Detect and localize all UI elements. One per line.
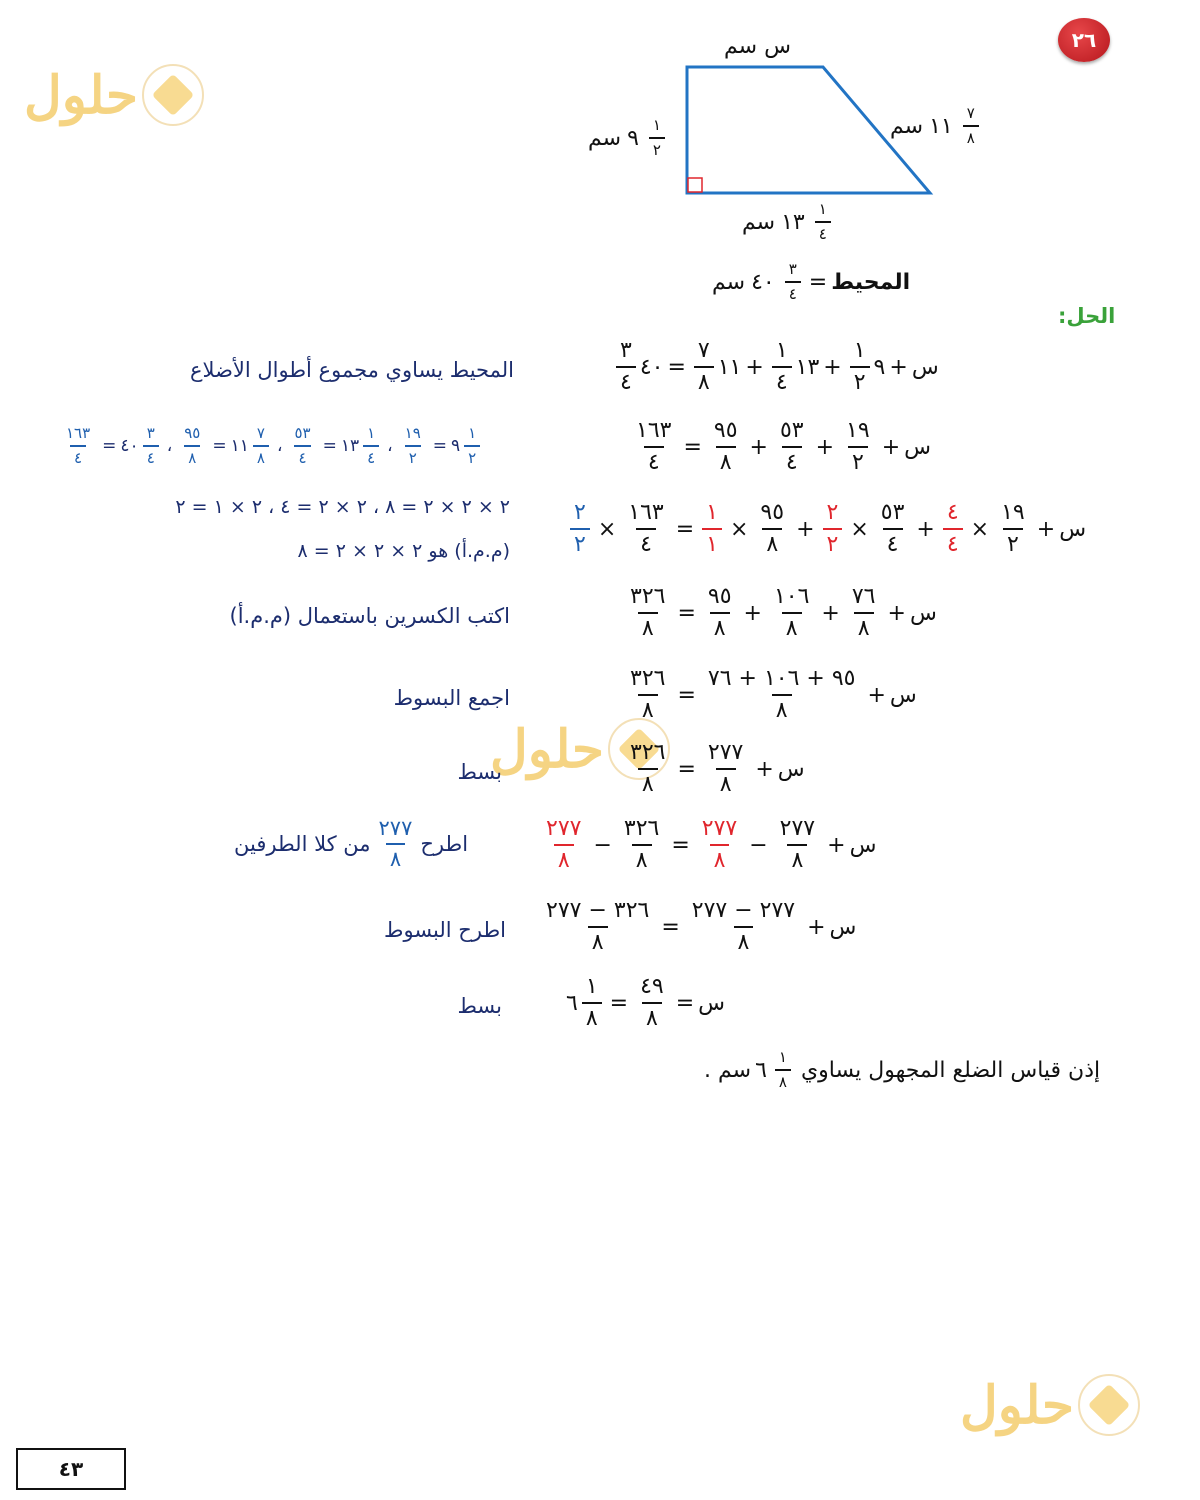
fraction: $\frac{٥٣}{٤}$ xyxy=(880,500,905,557)
fraction: $\frac{٣٢٦}{٨}$ xyxy=(630,740,666,797)
fraction: $\frac{١٩}{٢}$ xyxy=(404,424,421,467)
fraction: $\frac{١}{٤}$ xyxy=(363,426,379,466)
fraction: $\frac{٢}{٢}$ xyxy=(823,502,843,556)
trapezoid-bottom-label: سم ١٣ $\frac{١}{٤}$ xyxy=(742,202,835,242)
fraction: $\frac{٧}{٨}$ xyxy=(253,426,269,466)
fraction: $\frac{١٦٣}{٤}$ xyxy=(636,418,672,475)
fraction: $\frac{٣}{٤}$ xyxy=(616,340,636,394)
fraction: $\frac{٤٩}{٨}$ xyxy=(640,974,664,1031)
fraction: $\frac{٢٧٧}{٨}$ xyxy=(779,816,816,873)
fraction: $\frac{١٠٦}{٨}$ xyxy=(773,584,810,641)
fraction: $\frac{١}{٨}$ xyxy=(775,1050,791,1090)
note-4: اكتب الكسرين باستعمال (م.م.أ) xyxy=(229,604,510,628)
fraction: $\frac{٩٥ + ١٠٦ + ٧٦}{٨}$ xyxy=(707,666,856,723)
equation-line-1: $\frac{٣}{٤}$ ٤٠ = $\frac{٧}{٨}$ ١١ + $\frac{١}{٤}$ ١٣ + $\frac{١}{٢}$ ٩ + س xyxy=(612,340,939,394)
equation-line-8: $\frac{٣٢٦ - ٢٧٧}{٨}$ = $\frac{٢٧٧ - ٢٧٧}{٨}$ + س xyxy=(538,900,856,954)
perimeter-statement: سم ٤٠ $\frac{٣}{٤}$ = المحيط xyxy=(712,260,911,303)
fraction: $\frac{١٦٣}{٤}$ xyxy=(66,424,91,467)
fraction: $\frac{١}{٢}$ xyxy=(850,340,870,394)
fraction: $\frac{١}{٤}$ xyxy=(772,340,792,394)
fraction: $\frac{٣}{٤}$ xyxy=(785,262,801,302)
fraction: $\frac{٣٢٦}{٨}$ xyxy=(630,584,666,641)
trapezoid-left-label: سم ٩ $\frac{١}{٢}$ xyxy=(588,118,669,158)
note-3a: ٢ × ٢ × ٢ = ٨ ، ٢ × ٢ = ٤ ، ٢ × ١ = ٢ xyxy=(175,496,510,518)
fraction: $\frac{١}{٢}$ xyxy=(464,426,480,466)
fraction: $\frac{٩٥}{٨}$ xyxy=(713,418,738,475)
note-6: بسط xyxy=(457,760,502,784)
fraction: $\frac{١}{٤}$ xyxy=(815,202,831,242)
fraction: $\frac{٩٥}{٨}$ xyxy=(184,424,201,467)
note-2-conversions: $\frac{١٦٣}{٤}$ = ٤٠ $\frac{٣}{٤}$ ، $\frac{٩٥}{٨}$ = ١١ $\frac{٧}{٨}$ ، $\frac{٥٣}{٤}$ = ١٣ $\frac{١}{٤}$ ، $\frac{١٩}{٢}$ = ٩ $\frac{١}{٢}$ xyxy=(58,426,484,466)
fraction: $\frac{٩٥}{٨}$ xyxy=(760,500,785,557)
fraction: $\frac{٣٢٦ - ٢٧٧}{٨}$ xyxy=(546,898,650,955)
watermark-seal-icon xyxy=(1078,1374,1140,1436)
problem-number-badge xyxy=(1058,18,1110,62)
fraction: $\frac{١}{٨}$ xyxy=(582,976,602,1030)
note-9: بسط xyxy=(457,994,502,1018)
equation-line-4: $\frac{٣٢٦}{٨}$ = $\frac{٩٥}{٨}$ + $\frac{١٠٦}{٨}$ + $\frac{٧٦}{٨}$ + س xyxy=(622,586,937,640)
trapezoid-right-label: سم ١١ $\frac{٧}{٨}$ xyxy=(890,106,983,146)
page-number-box xyxy=(16,1448,126,1490)
fraction: $\frac{١٩}{٢}$ xyxy=(1001,500,1025,557)
fraction: $\frac{٧٦}{٨}$ xyxy=(851,584,876,641)
fraction: $\frac{١٩}{٢}$ xyxy=(846,418,870,475)
fraction: $\frac{٢٧٧}{٨}$ xyxy=(707,740,744,797)
equation-line-7: $\frac{٢٧٧}{٨}$ − $\frac{٣٢٦}{٨}$ = $\frac{٢٧٧}{٨}$ − $\frac{٢٧٧}{٨}$ + س xyxy=(538,818,876,872)
watermark-text: حلول xyxy=(960,1374,1075,1436)
fraction: $\frac{٩٥}{٨}$ xyxy=(707,584,732,641)
trapezoid-top-label: س سم xyxy=(724,34,791,59)
solution-label: الحل: xyxy=(1058,304,1116,328)
fraction: $\frac{٤}{٤}$ xyxy=(943,502,963,556)
fraction: $\frac{٣٢٦}{٨}$ xyxy=(623,816,660,873)
equation-line-3: $\frac{٢}{٢}$ × $\frac{١٦٣}{٤}$ = $\frac{١}{١}$ × $\frac{٩٥}{٨}$ + $\frac{٢}{٢}$ × $\frac{٥٣}{٤}$ + $\frac{٤}{٤}$ × $\frac{١٩}{٢}$ + س xyxy=(566,502,1086,556)
fraction: $\frac{٣}{٤}$ xyxy=(143,426,159,466)
note-3b: (م.م.أ) هو ٢ × ٢ × ٢ = ٨ xyxy=(297,540,510,562)
page-number: ٤٣ xyxy=(58,1457,84,1481)
equation-line-5: $\frac{٣٢٦}{٨}$ = $\frac{٩٥ + ١٠٦ + ٧٦}{٨}$ + س xyxy=(622,668,917,722)
fraction: $\frac{٧}{٨}$ xyxy=(694,340,714,394)
fraction: $\frac{١}{١}$ xyxy=(702,502,722,556)
equation-line-2: $\frac{١٦٣}{٤}$ = $\frac{٩٥}{٨}$ + $\frac{٥٣}{٤}$ + $\frac{١٩}{٢}$ + س xyxy=(628,420,931,474)
watermark-top-left xyxy=(24,64,204,126)
fraction: $\frac{٥٣}{٤}$ xyxy=(779,418,804,475)
fraction: $\frac{٥٣}{٤}$ xyxy=(294,424,311,467)
fraction: $\frac{٢٧٧ - ٢٧٧}{٨}$ xyxy=(691,898,796,955)
watermark-bottom-right xyxy=(960,1374,1140,1436)
problem-number: ٢٦ xyxy=(1071,28,1097,52)
note-7: من كلا الطرفين $\frac{٢٧٧}{٨}$ اطرح xyxy=(234,816,469,871)
conclusion: سم . ٦ $\frac{١}{٨}$ إذن قياس الضلع المجهول يساوي xyxy=(704,1048,1101,1091)
watermark-seal-icon xyxy=(142,64,204,126)
equation-line-6: $\frac{٣٢٦}{٨}$ = $\frac{٢٧٧}{٨}$ + س xyxy=(622,742,805,796)
note-8: اطرح البسوط xyxy=(384,918,506,942)
fraction: $\frac{٣٢٦}{٨}$ xyxy=(630,666,666,723)
fraction: $\frac{١}{٢}$ xyxy=(649,118,665,158)
fraction: $\frac{١٦٣}{٤}$ xyxy=(628,500,664,557)
note-1: المحيط يساوي مجموع أطوال الأضلاع xyxy=(190,358,514,382)
watermark-text: حلول xyxy=(24,64,139,126)
fraction: $\frac{٢٧٧}{٨}$ xyxy=(378,816,413,871)
equation-line-9: ٦ $\frac{١}{٨}$ = $\frac{٤٩}{٨}$ = س xyxy=(566,974,726,1031)
fraction: $\frac{٢٧٧}{٨}$ xyxy=(546,816,582,873)
fraction: $\frac{٢٧٧}{٨}$ xyxy=(701,816,738,873)
fraction: $\frac{٧}{٨}$ xyxy=(963,106,979,146)
fraction: $\frac{٢}{٢}$ xyxy=(570,502,590,556)
note-5: اجمع البسوط xyxy=(393,686,510,710)
watermark-text: حلول xyxy=(490,718,605,780)
